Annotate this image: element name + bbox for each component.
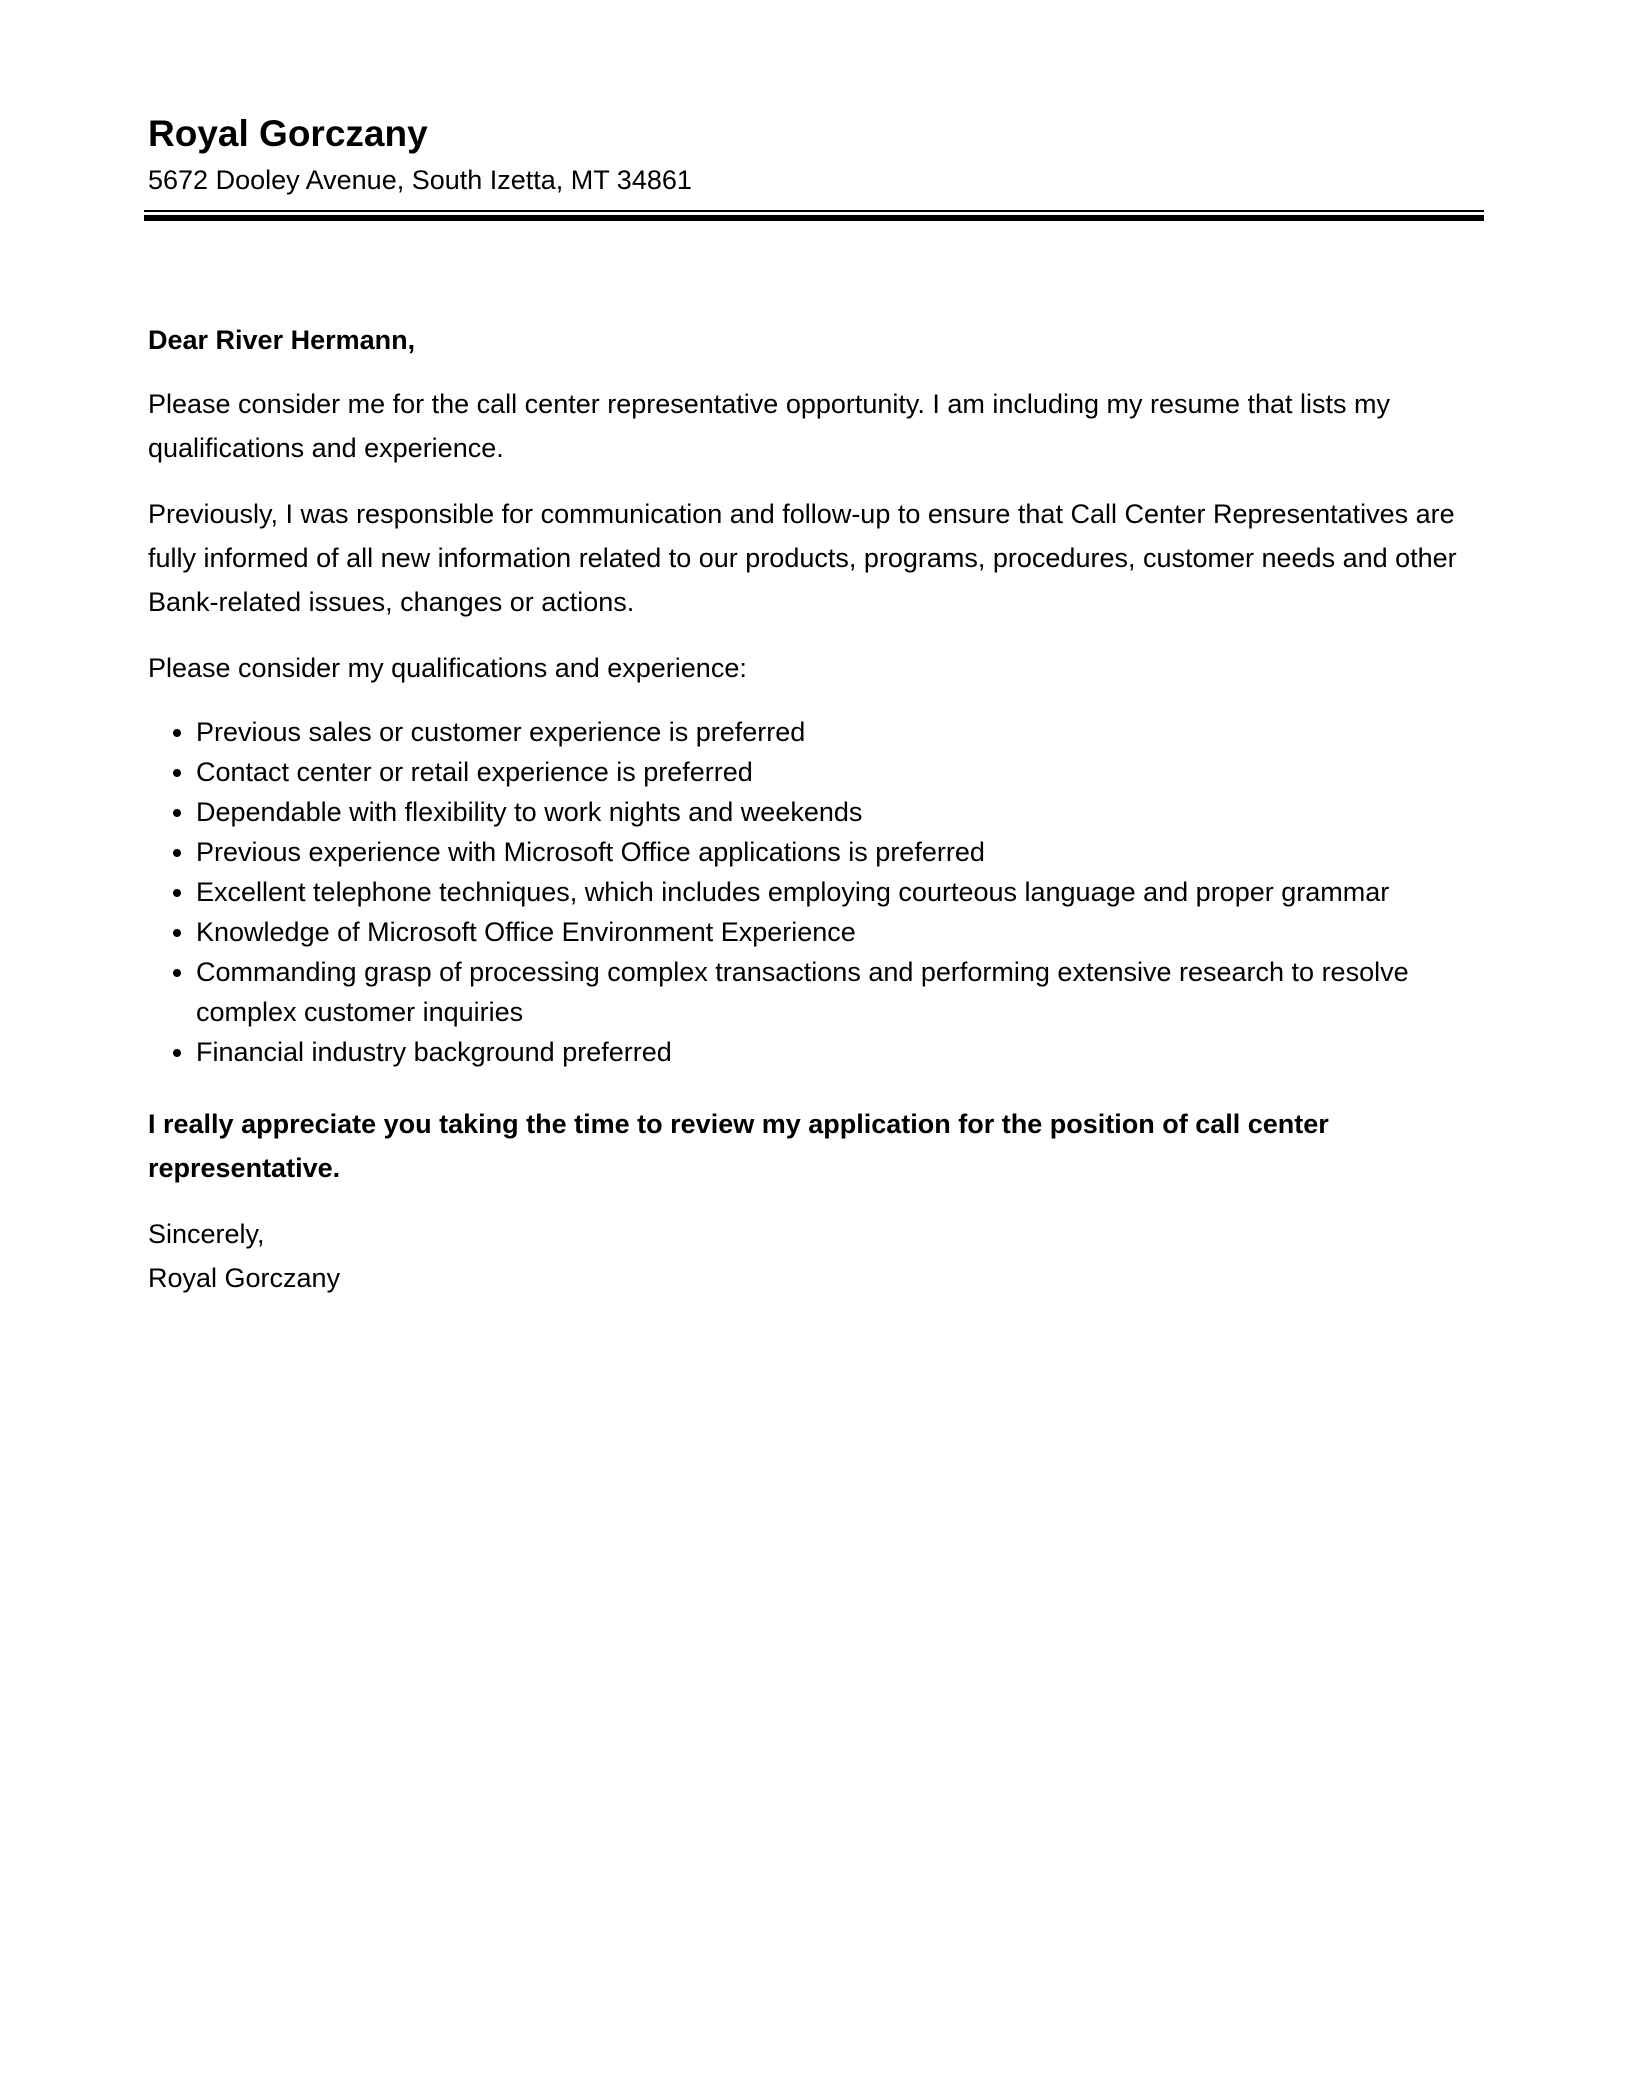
experience-paragraph: Previously, I was responsible for communication and follow-up to ensure that Call Center Representatives are fully informed of all new information related to our products, programs, procedures, customer needs and other Bank-related issues, changes or actions. [148,499,1457,617]
list-item: • Financial industry background preferred [196,1032,1488,1072]
header-divider-thick-line [144,215,1484,221]
header-divider [144,210,1484,221]
intro-paragraph: Please consider me for the call center representative opportunity. I am including my resume that lists my qualifications and experience. [148,389,1391,463]
qualifications-intro: Please consider my qualifications and experience: [148,653,747,683]
sender-address: 5672 Dooley Avenue, South Izetta, MT 34861 [148,165,692,195]
qualifications-list [148,712,1488,1072]
list-item: • Contact center or retail experience is preferred [196,752,1488,792]
salutation: Dear River Hermann, [148,325,416,355]
letter-header [148,108,1488,200]
letter-body [148,318,1488,1300]
list-item: • Previous experience with Microsoft Office applications is preferred [196,832,1488,872]
list-item: • Excellent telephone techniques, which includes employing courteous language and proper grammar [196,872,1488,912]
closing-statement: I really appreciate you taking the time to review my application for the position of call center representative. [148,1109,1329,1183]
valediction: Sincerely, [148,1219,265,1249]
list-item: • Previous sales or customer experience is preferred [196,712,1488,752]
list-item: • Knowledge of Microsoft Office Environment Experience [196,912,1488,952]
list-item: • Dependable with flexibility to work nights and weekends [196,792,1488,832]
signature-name: Royal Gorczany [148,1263,341,1293]
sender-name: Royal Gorczany [148,113,428,154]
list-item: • Commanding grasp of processing complex transactions and performing extensive research to resolve complex customer inquiries [196,952,1488,1032]
